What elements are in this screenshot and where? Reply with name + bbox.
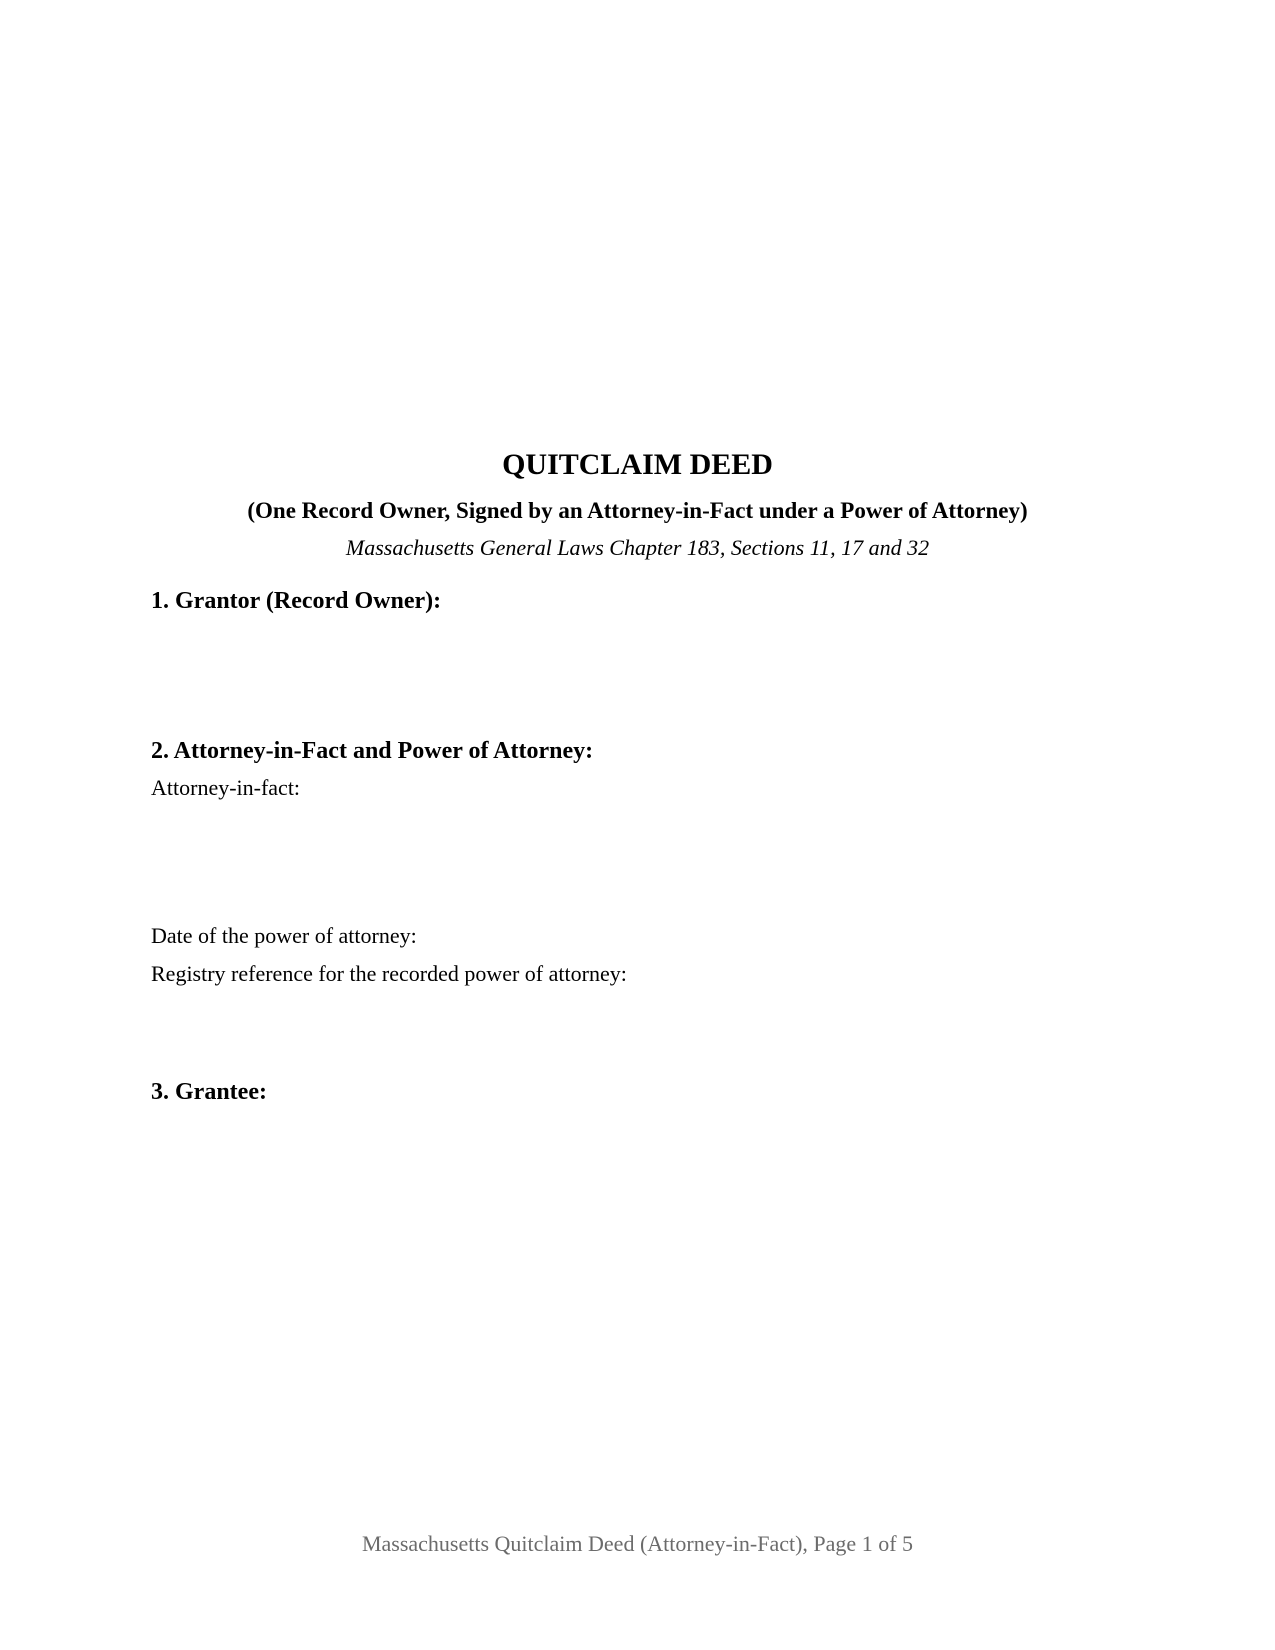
page-footer: Massachusetts Quitclaim Deed (Attorney-in-Fact), Page 1 of 5 [361, 1531, 914, 1556]
statute-reference: Massachusetts General Laws Chapter 183, Sections 11, 17 and 32 [345, 535, 930, 560]
attorney-heading: 2. Attorney-in-Fact and Power of Attorney: [151, 738, 594, 764]
grantor-heading: 1. Grantor (Record Owner): [151, 588, 442, 614]
document-title: QUITCLAIM DEED [502, 448, 773, 481]
registry-reference-label: Registry reference for the recorded power of attorney: [151, 961, 627, 986]
grantee-heading: 3. Grantee: [151, 1079, 267, 1105]
document-subtitle: (One Record Owner, Signed by an Attorney-in-Fact under a Power of Attorney) [247, 498, 1028, 523]
power-of-attorney-date-label: Date of the power of attorney: [151, 923, 417, 948]
attorney-in-fact-label: Attorney-in-fact: [151, 775, 301, 800]
